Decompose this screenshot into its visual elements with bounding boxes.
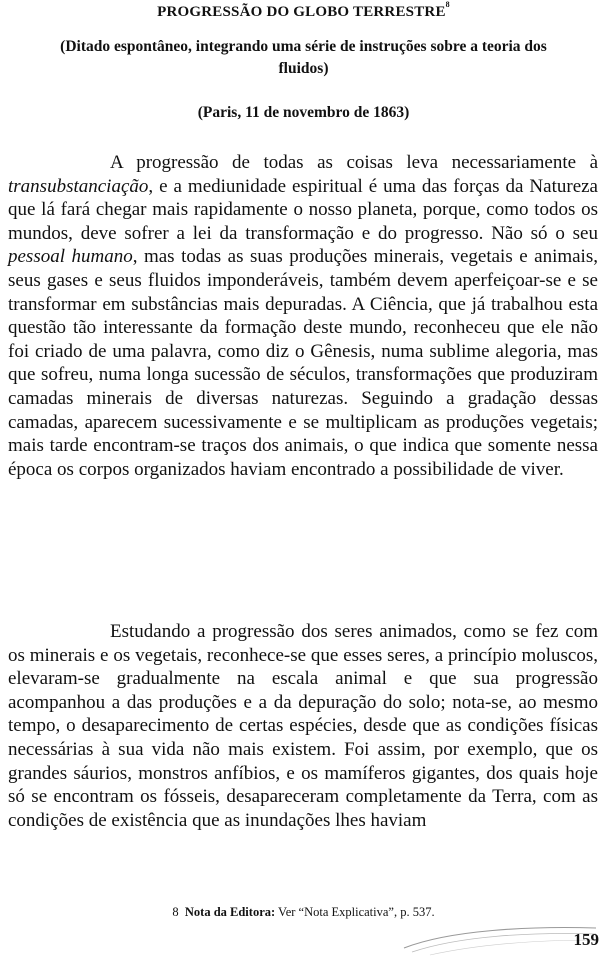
body-paragraph-1 <box>8 151 598 481</box>
italic-term: pessoal humano <box>8 246 133 268</box>
footnote <box>0 905 607 920</box>
dateline: (Paris, 11 de novembro de 1863) <box>197 104 410 121</box>
footnote-text: Ver “Nota Explicativa”, p. 537. <box>275 905 435 919</box>
footnote-reference: 8 <box>445 0 450 9</box>
chapter-title-text: PROGRESSÃO DO GLOBO TERRESTRE <box>157 4 446 20</box>
paragraph-text: Estudando a progressão dos seres animados, como se fez com os minerais e os vegetais, reconhece-se que esses seres, a princípio moluscos, elevaram-se gradualmente na escala animal e que sua progressão acompanhou a das produções e a da depuração do solo; nota-se, ao mesmo tempo, o desaparecimento de certas espécies, desde que as condições físicas necessárias à sua vida não mais existem. Foi assim, por exemplo, que os grandes sáurios, monstros anfíbios, e os mamíferos gigantes, dos quais hoje só se encontram os fósseis, desapareceram completamente da Terra, com as condições de existência que as inundações lhes haviam <box>8 621 598 831</box>
page-number: 159 <box>573 930 599 949</box>
chapter-title <box>0 0 607 21</box>
body-paragraph-2 <box>8 620 598 832</box>
paragraph-text: , mas todas as suas produções minerais, vegetais e animais, seus gases e seus fluidos imponderáveis, também devem aperfeiçoar-se e se transformar em substâncias mais depuradas. A Ciência, que já trabalhou esta questão tão interessante da formação deste mundo, reconheceu que ele não foi criado de uma palavra, como diz o Gênesis, numa sublime alegoria, mas que sofreu, numa longa sucessão de séculos, transformações que produziram camadas minerais de diversas naturezas. Seguindo a gradação dessas camadas, aparecem sucessivamente e se multiplicam as produções vegetais; mais tarde encontram-se traços dos animais, o que indica que somente nessa época os corpos organizados haviam encontrado a possibilidade de viver. <box>8 246 598 480</box>
footnote-number: 8 <box>172 905 179 919</box>
page-ornament-swoosh <box>400 922 600 958</box>
footnote-label: Nota da Editora: <box>184 905 276 919</box>
chapter-subtitle: (Ditado espontâneo, integrando uma série de instruções sobre a teoria dos fluidos) <box>60 38 547 77</box>
italic-term: transubstanciação <box>8 175 149 197</box>
paragraph-text: , e a mediunidade espiritual é uma das forças da Natureza que lá fará chegar mais rapidamente o nosso planeta, porque, como todos os mundos, deve sofrer a lei da transformação e do progresso. Não só o seu <box>8 175 598 244</box>
paragraph-text: A progressão de todas as coisas leva necessariamente à <box>110 152 598 173</box>
